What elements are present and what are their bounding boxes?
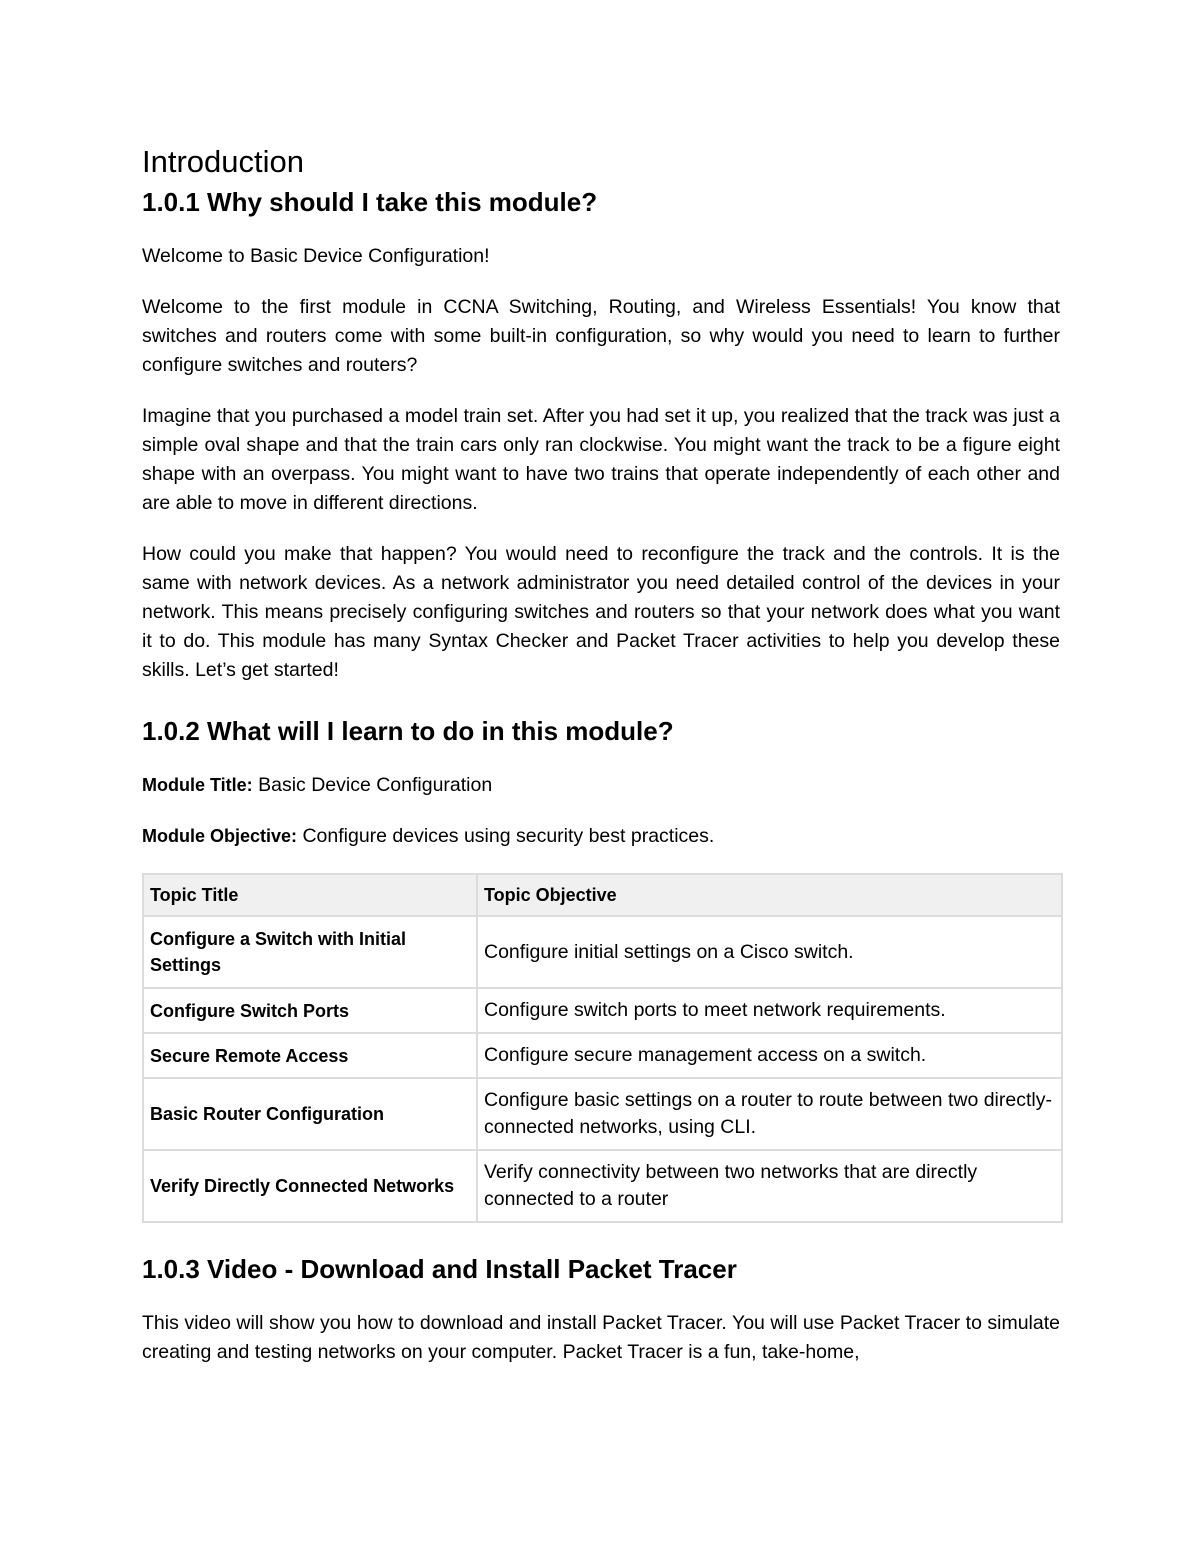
table-row bbox=[143, 988, 1062, 1033]
table-row bbox=[143, 916, 1062, 988]
module-objective-line bbox=[142, 822, 1060, 851]
paragraph-welcome: Welcome to Basic Device Configuration! bbox=[142, 245, 490, 267]
topics-table bbox=[142, 873, 1063, 1223]
table-row bbox=[143, 1078, 1062, 1150]
topic-objective-cell: Configure switch ports to meet network requirements. bbox=[477, 988, 1062, 1033]
header-topic-title: Topic Title bbox=[143, 874, 477, 916]
module-title-value: Basic Device Configuration bbox=[252, 774, 493, 796]
topic-objective-cell: Configure initial settings on a Cisco switch. bbox=[477, 916, 1062, 988]
topic-title-cell: Configure a Switch with Initial Settings bbox=[143, 916, 477, 988]
topic-title-cell: Basic Router Configuration bbox=[143, 1078, 477, 1150]
document-title: Introduction bbox=[142, 144, 304, 179]
paragraph-reconfigure: How could you make that happen? You would need to reconfigure the track and the controls. It is the same with network devices. As a network administrator you need detailed control of the devices in your network. This means precisely configuring switches and routers so that your network does what you want it to do. This module has many Syntax Checker and Packet Tracer activities to help you develop these skills. Let’s get started! bbox=[142, 543, 1060, 681]
topic-objective-cell: Configure basic settings on a router to route between two directly-connected networks, using CLI. bbox=[477, 1078, 1062, 1150]
table-row bbox=[143, 1150, 1062, 1222]
topic-title-cell: Secure Remote Access bbox=[143, 1033, 477, 1078]
paragraph-intro: Welcome to the first module in CCNA Switching, Routing, and Wireless Essentials! You know that switches and routers come with some built-in configuration, so why would you need to learn to further configure switches and routers? bbox=[142, 296, 1060, 376]
section-heading-1-0-3: 1.0.3 Video - Download and Install Packet Tracer bbox=[142, 1254, 737, 1284]
paragraph-video: This video will show you how to download and install Packet Tracer. You will use Packet Tracer to simulate creating and testing networks on your computer. Packet Tracer is a fun, take-home, bbox=[142, 1312, 1060, 1363]
module-title-label: Module Title: bbox=[142, 775, 253, 795]
header-topic-objective: Topic Objective bbox=[477, 874, 1062, 916]
topic-title-cell: Verify Directly Connected Networks bbox=[143, 1150, 477, 1222]
module-objective-label: Module Objective: bbox=[142, 826, 298, 846]
topic-objective-cell: Configure secure management access on a switch. bbox=[477, 1033, 1062, 1078]
module-title-line bbox=[142, 771, 1060, 800]
section-heading-1-0-1: 1.0.1 Why should I take this module? bbox=[142, 187, 598, 217]
topic-title-cell: Configure Switch Ports bbox=[143, 988, 477, 1033]
topic-objective-cell: Verify connectivity between two networks that are directly connected to a router bbox=[477, 1150, 1062, 1222]
paragraph-train: Imagine that you purchased a model train set. After you had set it up, you realized that the track was just a simple oval shape and that the train cars only ran clockwise. You might want the track to be a figure eight shape with an overpass. You might want to have two trains that operate independently of each other and are able to move in different directions. bbox=[142, 405, 1060, 514]
document-page bbox=[142, 140, 1060, 1367]
section-heading-1-0-2: 1.0.2 What will I learn to do in this module? bbox=[142, 716, 674, 746]
table-row bbox=[143, 1033, 1062, 1078]
module-objective-value: Configure devices using security best practices. bbox=[297, 825, 715, 847]
table-header-row bbox=[143, 874, 1062, 916]
